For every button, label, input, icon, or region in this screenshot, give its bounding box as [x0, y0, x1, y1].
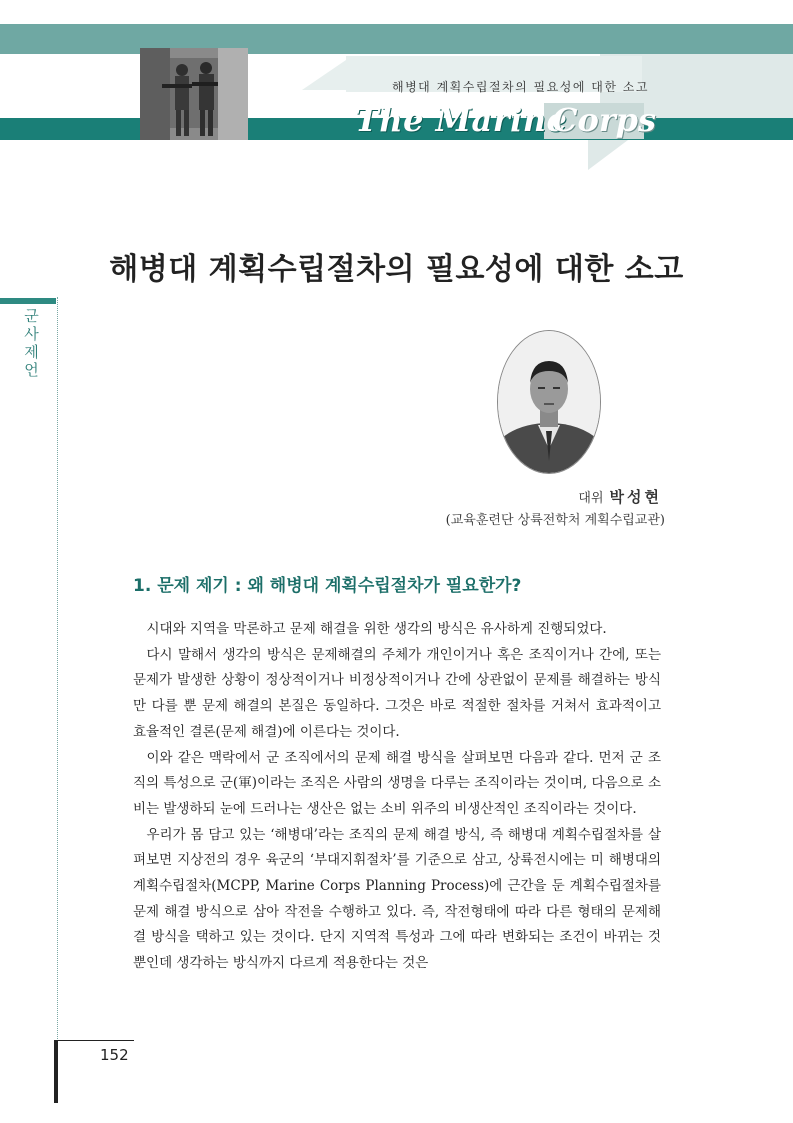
brand-title-corps: Corps: [552, 101, 657, 139]
author-rank: 대위: [578, 491, 604, 506]
article-body: [133, 617, 661, 977]
article-title: 해병대 계획수립절차의 필요성에 대한 소고: [109, 252, 684, 287]
author-name: 박성현: [609, 488, 662, 506]
footer-rule: [58, 1040, 134, 1041]
author-affiliation: (교육훈련단 상륙전학처 계획수립교관): [445, 513, 665, 528]
author-portrait: [497, 330, 601, 474]
brand-title: The Marine: [355, 101, 568, 139]
section-heading: 1. 문제 제기 : 왜 해병대 계획수립절차가 필요한가?: [133, 576, 522, 596]
header-photo: [140, 48, 248, 140]
paragraph: 시대와 지역을 막론하고 문제 해결을 위한 생각의 방식은 유사하게 진행되었다.: [146, 621, 607, 637]
footer-bar: [54, 1040, 58, 1103]
header-tag-arrow: [302, 60, 346, 90]
sidebar-rule: [57, 297, 58, 1047]
paragraph: 우리가 몸 담고 있는 ‘해병대’라는 조직의 문제 해결 방식, 즉 해병대 계획수립절차를 살펴보면 지상전의 경우 육군의 ‘부대지휘절차’를 기준으로 삼고, 상륙전시에는 미 해병대의 계획수립절차(MCPP, Marine Corps Planning Process)에 근간을 둔 계획수립절차를 문제 해결 방식으로 삼아 작전을 수행하고 있다. 즉, 작전형태에 따라 다른 형태의 문제해결 방식을 택하고 있는 것이다. 단지 지역적 특성과 그에 따라 변화되는 조건이 바뀌는 것뿐인데 생각하는 방식까지 다르게 적용한다는 것은: [133, 826, 661, 972]
paragraph: 이와 같은 맥락에서 군 조직에서의 문제 해결 방식을 살펴보면 다음과 같다. 먼저 군 조직의 특성으로 군(軍)이라는 조직은 사람의 생명을 다루는 조직이라는 것이며, 다음으로 소비는 발생하되 눈에 드러나는 생산은 없는 소비 위주의 비생산적인 조직이라는 것이다.: [133, 749, 661, 817]
page-number: 152: [100, 1046, 129, 1064]
author-line: [578, 486, 662, 507]
header-subtitle: 해병대 계획수립절차의 필요성에 대한 소고: [392, 80, 649, 94]
header-band-top: [0, 24, 793, 54]
header-tail: [588, 140, 628, 170]
sidebar-tab: [0, 298, 56, 304]
sidebar-section-label: 군사제언: [22, 308, 40, 380]
paragraph: 다시 말해서 생각의 방식은 문제해결의 주체가 개인이거나 혹은 조직이거나 간에, 또는 문제가 발생한 상황이 정상적이거나 비정상적이거나 간에 상관없이 문제를 해결하는 방식만 다를 뿐 문제 해결의 본질은 동일하다. 그것은 바로 적절한 절차를 거쳐서 효과적이고 효율적인 결론(문제 해결)에 이른다는 것이다.: [133, 646, 661, 740]
